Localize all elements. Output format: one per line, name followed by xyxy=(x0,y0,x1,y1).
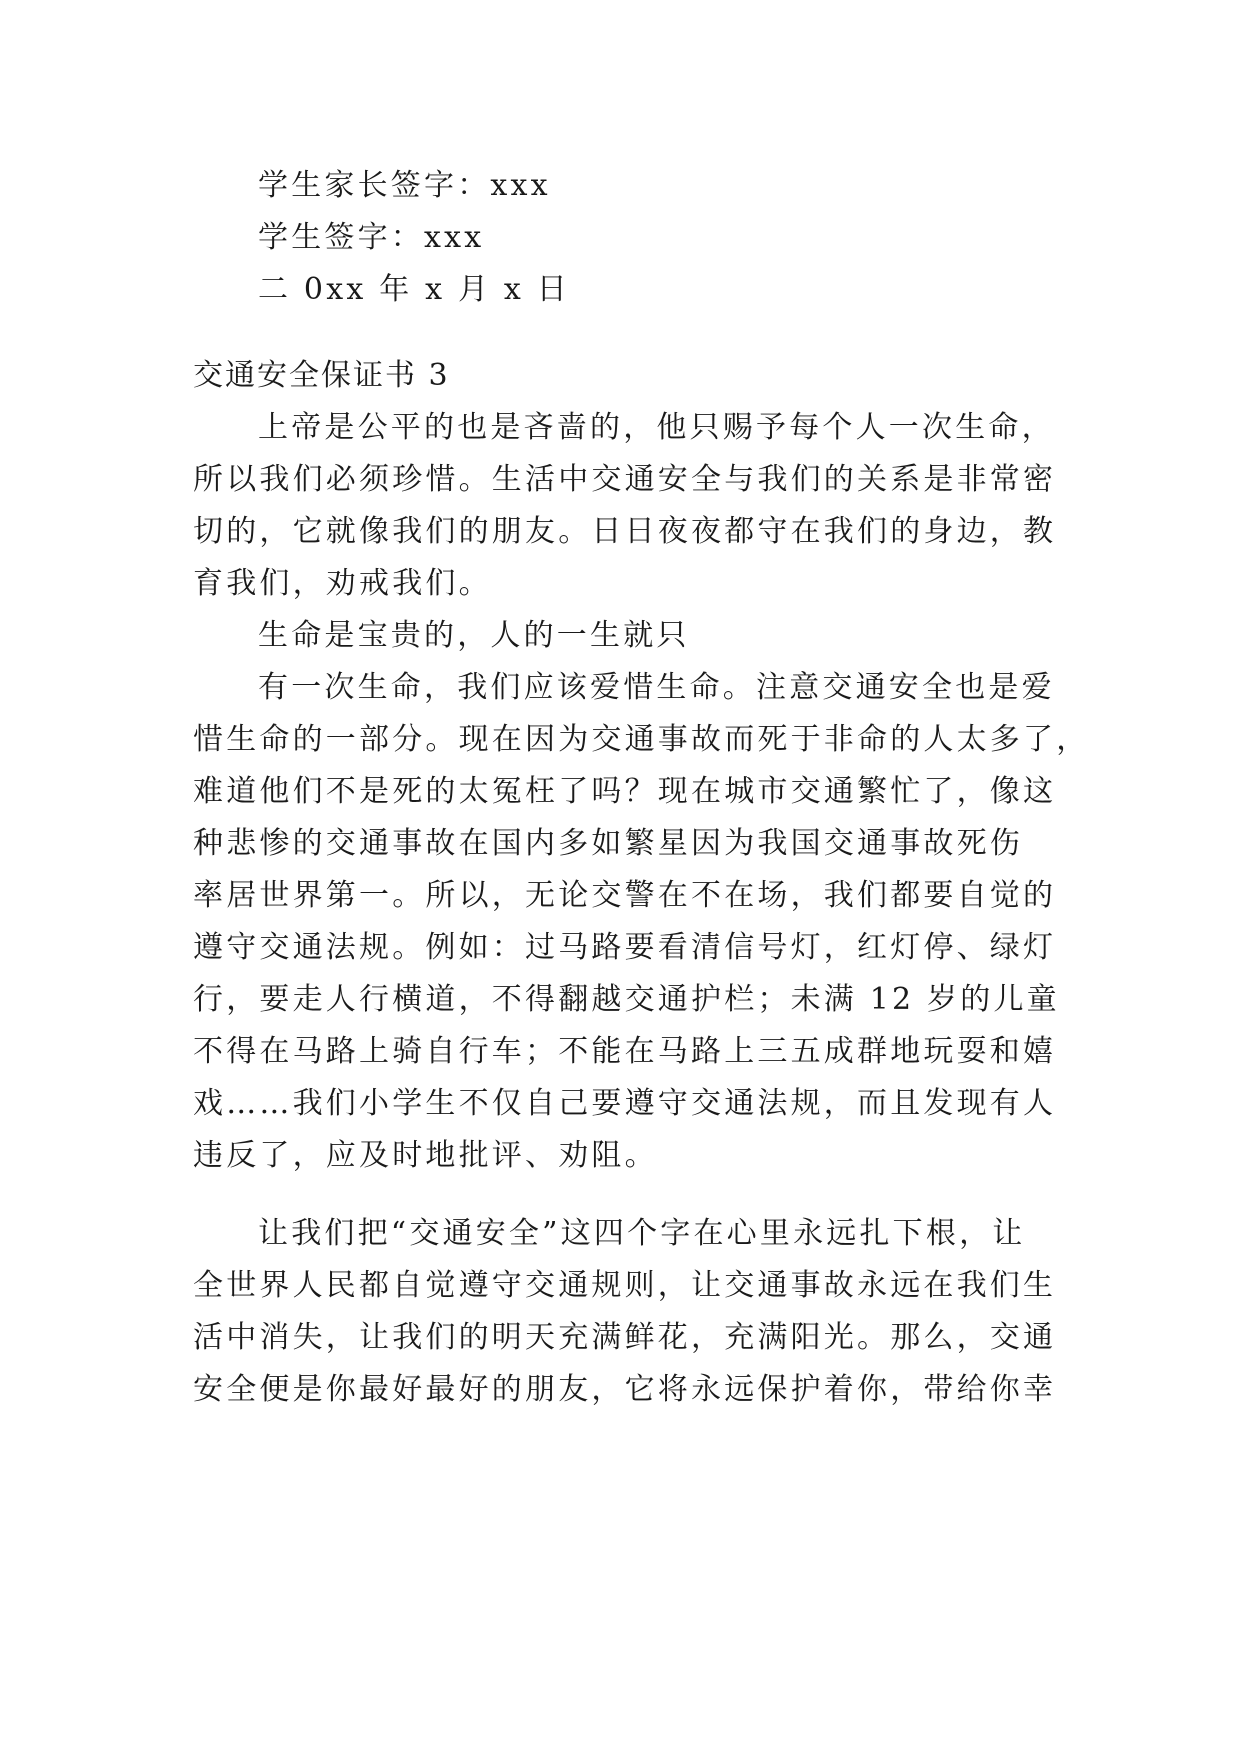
paragraph-line: 让我们把“交通安全”这四个字在心里永远扎下根，让 xyxy=(258,1216,1026,1251)
parent-signature: 学生家长签字：xxx xyxy=(258,168,551,203)
paragraph-line: 活中消失，让我们的明天充满鲜花，充满阳光。那么，交通 xyxy=(193,1320,1057,1355)
paragraph-line: 切的，它就像我们的朋友。日日夜夜都守在我们的身边，教 xyxy=(193,514,1057,549)
signature-date: 二 0xx 年 x 月 x 日 xyxy=(258,272,570,307)
paragraph-line: 生命是宝贵的，人的一生就只 xyxy=(258,618,690,653)
section-title: 交通安全保证书 3 xyxy=(193,358,450,393)
paragraph-line: 遵守交通法规。例如：过马路要看清信号灯，红灯停、绿灯 xyxy=(193,930,1057,965)
student-signature: 学生签字：xxx xyxy=(258,220,485,255)
paragraph-line: 安全便是你最好最好的朋友，它将永远保护着你，带给你幸 xyxy=(193,1372,1057,1407)
paragraph-line: 育我们，劝戒我们。 xyxy=(193,566,492,601)
paragraph-line: 不得在马路上骑自行车；不能在马路上三五成群地玩耍和嬉 xyxy=(193,1034,1057,1069)
paragraph-line: 有一次生命，我们应该爱惜生命。注意交通安全也是爱 xyxy=(258,670,1055,705)
paragraph-line: 上帝是公平的也是吝啬的，他只赐予每个人一次生命， xyxy=(258,410,1055,445)
paragraph-line: 惜生命的一部分。现在因为交通事故而死于非命的人太多了， xyxy=(193,722,1090,757)
paragraph-line: 全世界人民都自觉遵守交通规则，让交通事故永远在我们生 xyxy=(193,1268,1057,1303)
paragraph-line: 难道他们不是死的太冤枉了吗？现在城市交通繁忙了，像这 xyxy=(193,774,1057,809)
paragraph-line: 所以我们必须珍惜。生活中交通安全与我们的关系是非常密 xyxy=(193,462,1057,497)
paragraph-line: 戏……我们小学生不仅自己要遵守交通法规，而且发现有人 xyxy=(193,1086,1057,1121)
paragraph-line: 种悲惨的交通事故在国内多如繁星因为我国交通事故死伤 xyxy=(193,826,1023,861)
paragraph-line: 率居世界第一。所以，无论交警在不在场，我们都要自觉的 xyxy=(193,878,1057,913)
paragraph-line: 行，要走人行横道，不得翻越交通护栏；未满 12 岁的儿童 xyxy=(193,982,1060,1017)
paragraph-line: 违反了，应及时地批评、劝阻。 xyxy=(193,1138,658,1173)
